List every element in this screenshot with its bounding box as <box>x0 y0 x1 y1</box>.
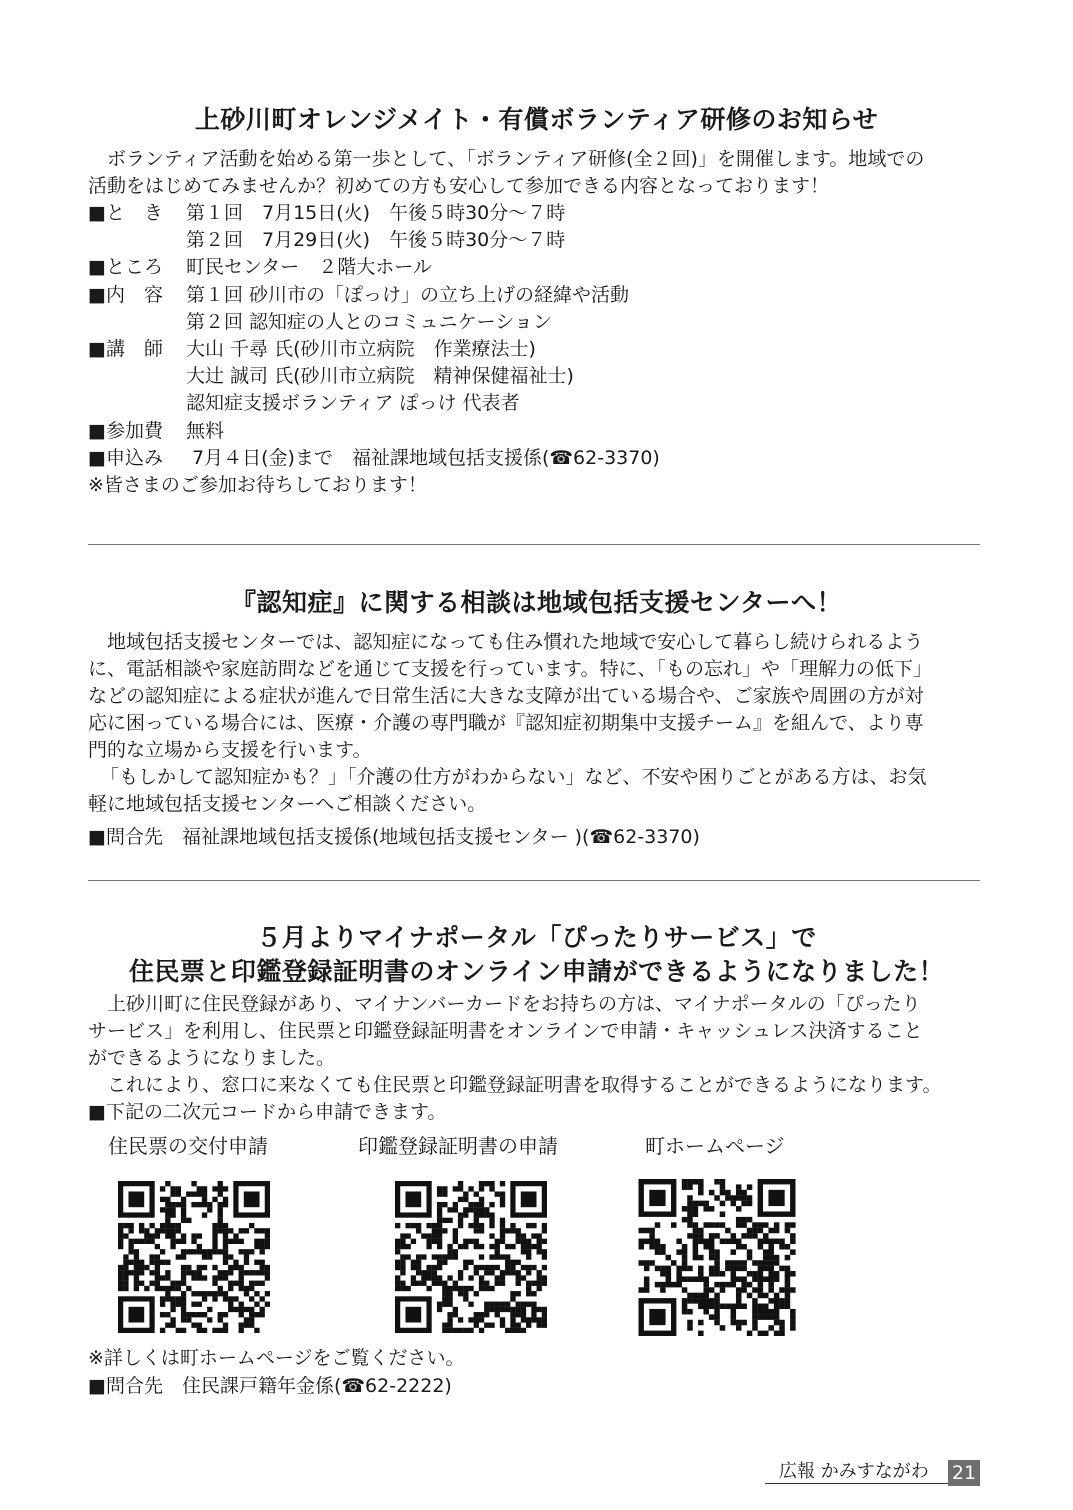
section1-row-value: 第１回 7月15日(火) 午後５時30分～７時 <box>186 202 566 224</box>
divider-1 <box>88 544 980 545</box>
section1-row-value: 第２回 認知症の人とのコミュニケーション <box>186 310 552 333</box>
section1-row-label: ■ところ <box>88 256 163 279</box>
section2-body-line-3: などの認知症による症状が進んで日常生活に大きな支障が出ている場合や、ご家族や周囲の方が対 <box>88 685 924 707</box>
qr-code-homepage-icon[interactable] <box>637 1179 797 1336</box>
section3-body-line-2: サービス」を利用し、住民票と印鑑登録証明書をオンラインで申請・キャッシュレス決済すること <box>88 1020 923 1042</box>
section1-row-label: ■と き <box>88 202 163 224</box>
section2-body-line-2: に、電話相談や家庭訪問などを通じて支援を行っています。特に、「もの忘れ」や「理解力の低下」 <box>88 658 932 680</box>
section1-note: ※皆さまのご参加お待ちしております！ <box>88 474 427 496</box>
section1-row-value: 大辻 誠司 氏(砂川市立病院 精神保健福祉士) <box>186 365 574 388</box>
qr-label-homepage: 町ホームページ <box>645 1134 785 1158</box>
section1-row-label: ■内 容 <box>88 283 163 306</box>
section1-row <box>88 200 565 227</box>
section1-row-value: 大山 千尋 氏(砂川市立病院 作業療法士) <box>186 338 536 360</box>
section1-intro-line-1: ボランティア活動を始める第一歩として、「ボランティア研修(全２回)」を開催します。地域での <box>88 148 925 170</box>
section1-row-value: 無料 <box>186 419 225 442</box>
section2-contact: ■問合先 福祉課地域包括支援係(地域包括支援センター )(☎62-3370) <box>88 826 700 848</box>
section2-title: 『認知症』に関する相談は地域包括支援センターへ！ <box>230 588 842 617</box>
section3-title-line-2: 住民票と印鑑登録証明書のオンライン申請ができるようになりました！ <box>128 957 945 986</box>
section3-contact: ■問合先 住民課戸籍年金係(☎62-2222) <box>88 1375 452 1397</box>
section3-body-line-4: これにより、窓口に来なくても住民票と印鑑登録証明書を取得することができるようになります。 <box>88 1074 942 1096</box>
section2-body-line-5: 門的な立場から支援を行います。 <box>88 739 372 761</box>
section2-body-line-4: 応に困っている場合には、医療・介護の専門職が『認知症初期集中支援チーム』を組んで、より専 <box>88 712 924 734</box>
publication-name: 広報 かみすながわ <box>765 1457 948 1484</box>
section1-row <box>88 363 574 390</box>
section1-row-value: 第１回 砂川市の「ぽっけ」の立ち上げの経緯や活動 <box>186 283 630 306</box>
page-number: 21 <box>948 1460 980 1486</box>
section1-row-label: ■申込み <box>88 446 163 469</box>
section3-body-line-3: ができるようになりました。 <box>88 1047 336 1069</box>
section3-body-line-1: 上砂川町に住民登録があり、マイナンバーカードをお持ちの方は、マイナポータルの「ぴったり <box>88 993 921 1015</box>
section2-body-line-6: 「もしかして認知症かも？」「介護の仕方がわからない」など、不安や困りごとがある方は、お気 <box>100 766 927 788</box>
section2-body-line-1: 地域包括支援センターでは、認知症になっても住み慣れた地域で安心して暮らし続けられるよう <box>88 631 924 653</box>
section1-row-value: 町民センター ２階大ホール <box>186 256 432 279</box>
section3-body-line-5: ■下記の二次元コードから申請できます。 <box>88 1101 447 1123</box>
section1-row-value: 第２回 7月29日(火) 午後５時30分～７時 <box>186 229 566 252</box>
section1-row-label: ■参加費 <box>88 419 163 442</box>
section1-intro-line-2: 活動をはじめてみませんか？初めての方も安心して参加できる内容となっております！ <box>88 175 830 197</box>
section1-row-label: ■講 師 <box>88 338 163 360</box>
section1-row-value: 7月４日(金)まで 福祉課地域包括支援係(☎62-3370) <box>186 446 660 469</box>
section1-row <box>88 336 536 363</box>
section1-row <box>88 390 520 417</box>
section1-row <box>88 309 552 336</box>
section3-note: ※詳しくは町ホームページをご覧ください。 <box>88 1347 465 1369</box>
section2-body-line-7: 軽に地域包括支援センターへご相談ください。 <box>88 793 487 815</box>
section1-row <box>88 227 565 254</box>
qr-label-juminhyo: 住民票の交付申請 <box>108 1134 268 1158</box>
section1-row-value: 認知症支援ボランティア ぽっけ 代表者 <box>186 392 520 415</box>
section3-title-line-1: ５月よりマイナポータル「ぴったりサービス」で <box>256 923 817 952</box>
divider-2 <box>88 880 980 881</box>
section1-title: 上砂川町オレンジメイト・有償ボランティア研修のお知らせ <box>194 105 879 134</box>
section1-row <box>88 254 432 281</box>
section1-row <box>88 445 660 472</box>
qr-code-inkan-icon[interactable] <box>395 1181 547 1333</box>
section1-row <box>88 418 224 445</box>
section1-row <box>88 282 629 309</box>
qr-label-inkan: 印鑑登録証明書の申請 <box>358 1134 558 1158</box>
qr-code-juminhyo-icon[interactable] <box>118 1181 270 1333</box>
